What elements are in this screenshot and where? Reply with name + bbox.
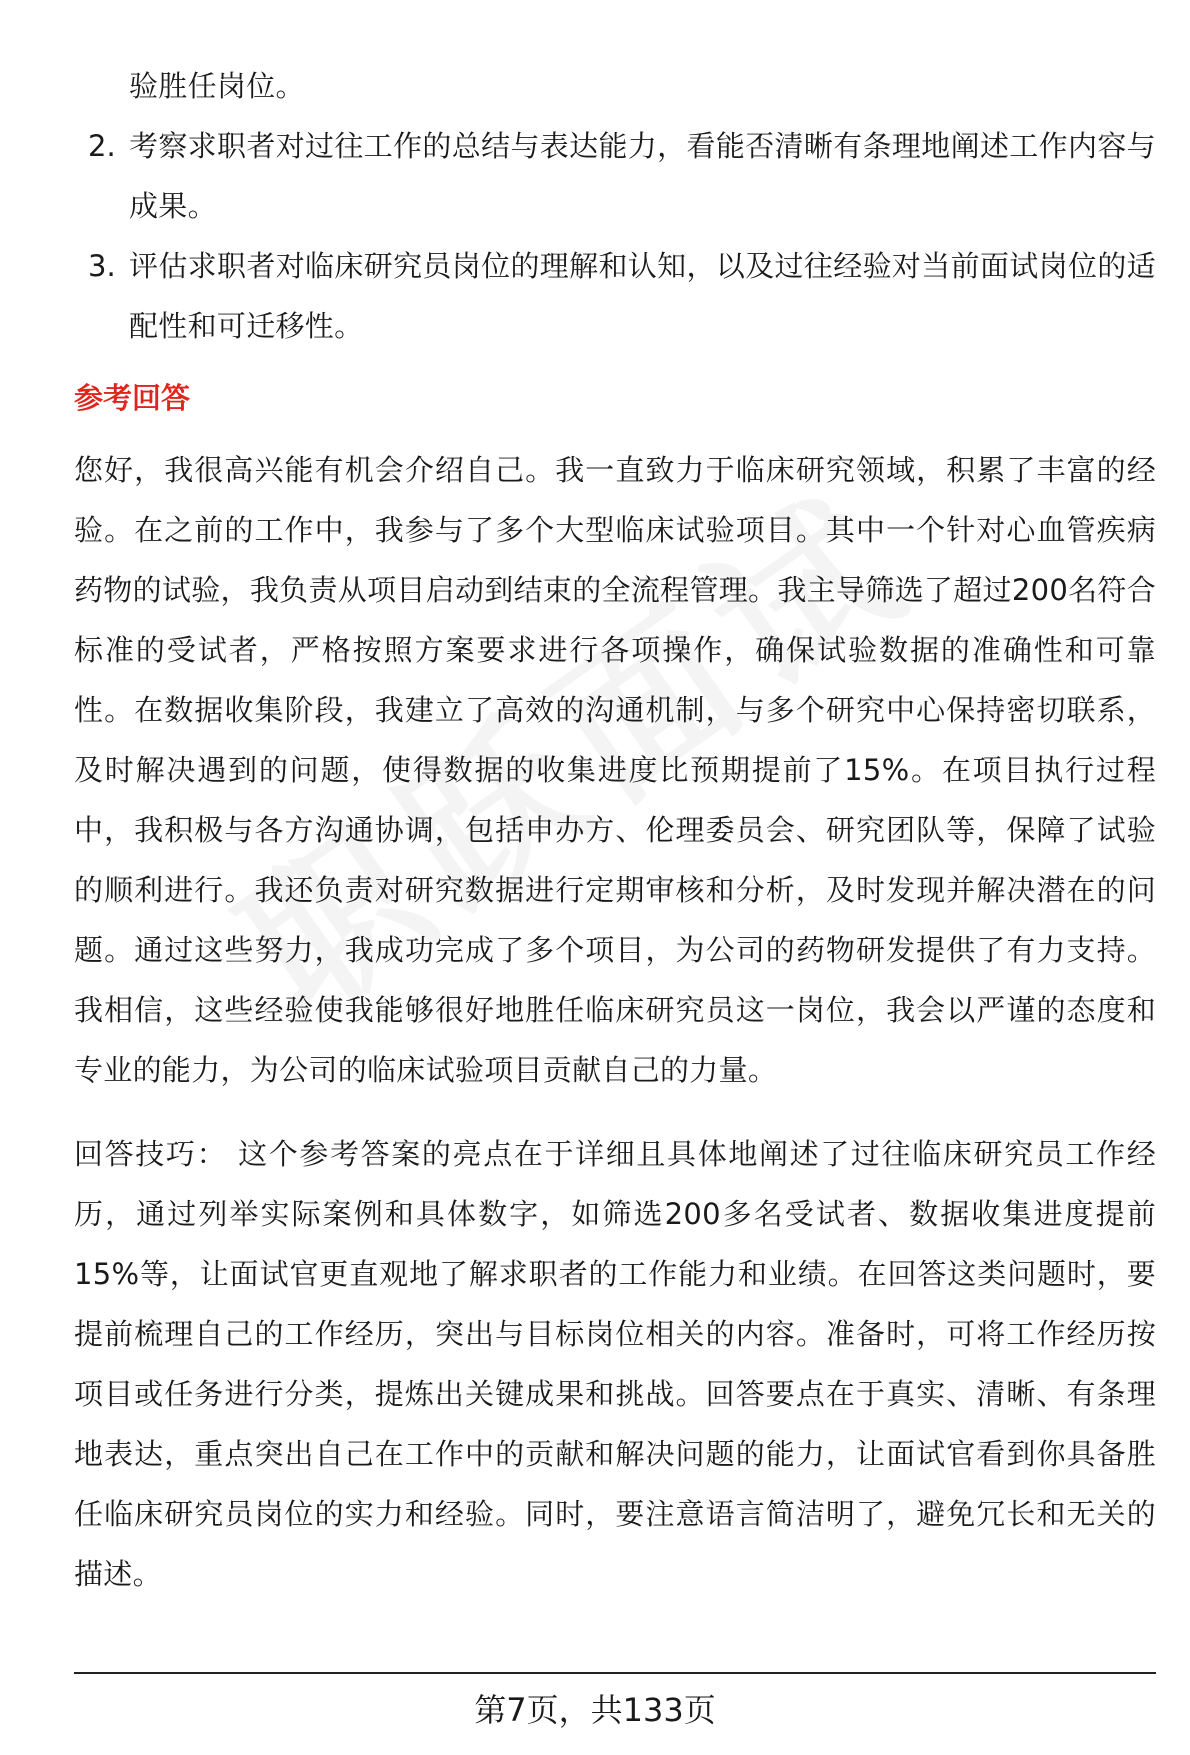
list-item: [74, 236, 1156, 356]
numbered-list: [74, 116, 1156, 356]
reference-answer-paragraph: 您好，我很高兴能有机会介绍自己。我一直致力于临床研究领域，积累了丰富的经验。在之前的工作中，我参与了多个大型临床试验项目。其中一个针对心血管疾病药物的试验，我负责从项目启动到结束的全流程管理。我主导筛选了超过200名符合标准的受试者，严格按照方案要求进行各项操作，确保试验数据的准确性和可靠性。在数据收集阶段，我建立了高效的沟通机制，与多个研究中心保持密切联系，及时解决遇到的问题，使得数据的收集进度比预期提前了15%。在项目执行过程中，我积极与各方沟通协调，包括申办方、伦理委员会、研究团队等，保障了试验的顺利进行。我还负责对研究数据进行定期审核和分析，及时发现并解决潜在的问题。通过这些努力，我成功完成了多个项目，为公司的药物研发提供了有力支持。我相信，这些经验使我能够很好地胜任临床研究员这一岗位，我会以严谨的态度和专业的能力，为公司的临床试验项目贡献自己的力量。: [74, 453, 1156, 1087]
list-number: 2.: [88, 129, 116, 163]
answer-tips-paragraph: 回答技巧： 这个参考答案的亮点在于详细且具体地阐述了过往临床研究员工作经历，通过列举实际案例和具体数字，如筛选200多名受试者、数据收集进度提前15%等，让面试官更直观地了解求职者的工作能力和业绩。在回答这类问题时，要提前梳理自己的工作经历，突出与目标岗位相关的内容。准备时，可将工作经历按项目或任务进行分类，提炼出关键成果和挑战。回答要点在于真实、清晰、有条理地表达，重点突出自己在工作中的贡献和解决问题的能力，让面试官看到你具备胜任临床研究员岗位的实力和经验。同时，要注意语言简洁明了，避免冗长和无关的描述。: [74, 1137, 1156, 1591]
reference-answer-heading: 参考回答: [74, 381, 191, 415]
list-number: 3.: [88, 249, 116, 283]
list-item-text: 考察求职者对过往工作的总结与表达能力，看能否清晰有条理地阐述工作内容与成果。: [129, 129, 1156, 223]
footer-divider: [74, 1672, 1156, 1674]
content-area: [74, 56, 1156, 1604]
list-item-continuation: 验胜任岗位。: [129, 69, 305, 103]
list-item: [74, 116, 1156, 236]
list-item-text: 评估求职者对临床研究员岗位的理解和认知，以及过往经验对当前面试岗位的适配性和可迁移性。: [129, 249, 1156, 343]
page-number: 第7页，共133页: [474, 1691, 716, 1729]
